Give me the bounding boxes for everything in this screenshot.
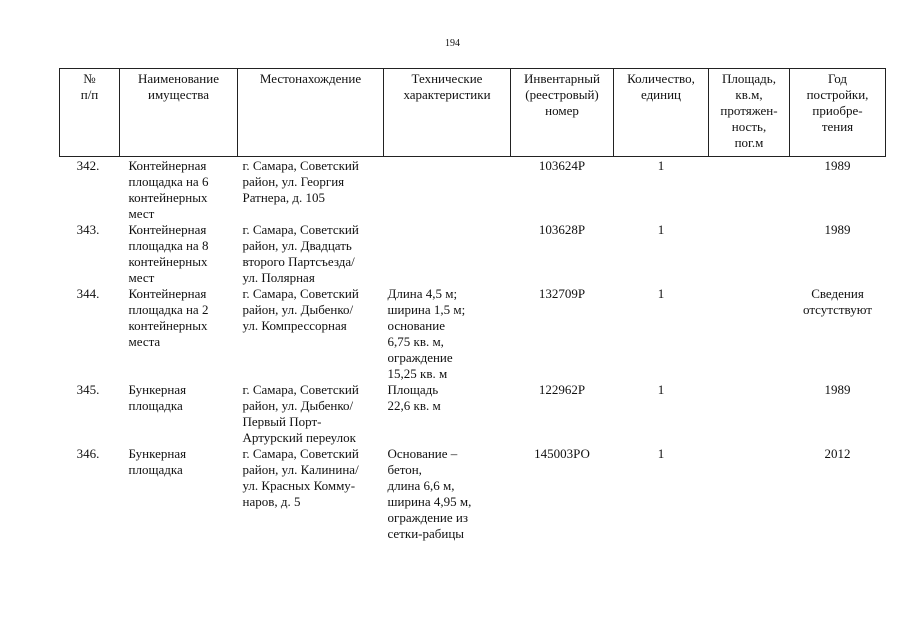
column-header-label: Местонахождение <box>259 71 362 86</box>
cell-quantity <box>614 157 709 223</box>
cell-num <box>60 446 120 542</box>
cell-location <box>238 157 384 223</box>
cell-name-text: Бункерная площадка <box>128 382 187 413</box>
cell-inventory <box>511 222 614 286</box>
cell-quantity-text: 1 <box>657 382 665 397</box>
cell-quantity <box>614 382 709 446</box>
cell-tech <box>384 446 511 542</box>
cell-num-text: 342. <box>76 158 100 173</box>
cell-quantity-text: 1 <box>657 222 665 237</box>
cell-quantity <box>614 286 709 382</box>
cell-num-text: 344. <box>76 286 100 301</box>
column-header-year <box>790 69 886 157</box>
cell-tech <box>384 157 511 223</box>
cell-year-text: 2012 <box>824 446 851 461</box>
cell-name-text: Контейнерная площадка на 2 контейнерных места <box>128 286 209 349</box>
column-header-label: Год постройки, приобре- тения <box>806 71 869 134</box>
cell-tech-text: Основание – бетон, длина 6,6 м, ширина 4,95 м, ограждение из сетки-рабицы <box>387 446 472 541</box>
cell-area <box>709 157 790 223</box>
cell-inventory <box>511 157 614 223</box>
cell-quantity <box>614 446 709 542</box>
cell-location-text: г. Самара, Советский район, ул. Георгия Ратнера, д. 105 <box>242 158 359 205</box>
column-header-label: Наименование имущества <box>138 71 219 102</box>
column-header-label: Количество, единиц <box>627 71 695 102</box>
table-row <box>60 446 886 542</box>
cell-area <box>709 222 790 286</box>
cell-inventory-text: 132709Р <box>538 286 586 301</box>
cell-inventory-text: 145003РО <box>534 446 590 461</box>
cell-num <box>60 286 120 382</box>
cell-quantity-text: 1 <box>657 158 665 173</box>
cell-name <box>120 446 238 542</box>
table-body <box>60 157 886 543</box>
cell-tech <box>384 286 511 382</box>
cell-name-text: Бункерная площадка <box>128 446 187 477</box>
cell-year-text: 1989 <box>824 382 851 397</box>
cell-inventory <box>511 286 614 382</box>
cell-inventory-text: 103624Р <box>538 158 586 173</box>
table-row <box>60 286 886 382</box>
column-header-label: Технические характеристики <box>403 71 491 102</box>
cell-num <box>60 382 120 446</box>
cell-year <box>790 222 886 286</box>
cell-inventory-text: 122962Р <box>538 382 586 397</box>
column-header-quantity <box>614 69 709 157</box>
cell-tech <box>384 382 511 446</box>
column-header-area <box>709 69 790 157</box>
cell-quantity-text: 1 <box>657 446 665 461</box>
property-table <box>59 68 886 542</box>
cell-tech-text: Длина 4,5 м; ширина 1,5 м; основание 6,75 кв. м, ограждение 15,25 кв. м <box>387 286 466 381</box>
cell-location-text: г. Самара, Советский район, ул. Дыбенко/ Первый Порт- Артурский переулок <box>242 382 359 445</box>
column-header-inventory <box>511 69 614 157</box>
cell-inventory <box>511 382 614 446</box>
cell-name-text: Контейнерная площадка на 6 контейнерных мест <box>128 158 209 221</box>
column-header-tech <box>384 69 511 157</box>
column-header-label: Инвентарный (реестровый) номер <box>524 71 600 118</box>
cell-name <box>120 157 238 223</box>
cell-inventory-text: 103628Р <box>538 222 586 237</box>
column-header-label: Площадь, кв.м, протяжен- ность, пог.м <box>720 71 778 150</box>
cell-num-text: 346. <box>76 446 100 461</box>
cell-tech <box>384 222 511 286</box>
table-row <box>60 382 886 446</box>
cell-location <box>238 446 384 542</box>
cell-name <box>120 382 238 446</box>
column-header-name <box>120 69 238 157</box>
cell-location-text: г. Самара, Советский район, ул. Дыбенко/ ул. Компрессорная <box>242 286 359 333</box>
cell-year-text: Сведения отсутствуют <box>803 286 872 317</box>
table-row <box>60 157 886 223</box>
cell-year <box>790 157 886 223</box>
cell-quantity <box>614 222 709 286</box>
cell-num <box>60 222 120 286</box>
cell-location-text: г. Самара, Советский район, ул. Калинина/ ул. Красных Комму- наров, д. 5 <box>242 446 359 509</box>
cell-area <box>709 446 790 542</box>
cell-inventory <box>511 446 614 542</box>
cell-area <box>709 382 790 446</box>
cell-year <box>790 446 886 542</box>
column-header-num <box>60 69 120 157</box>
page-number: 194 <box>445 38 460 49</box>
cell-location <box>238 222 384 286</box>
column-header-location <box>238 69 384 157</box>
cell-num <box>60 157 120 223</box>
column-header-label: № п/п <box>80 71 99 102</box>
cell-location-text: г. Самара, Советский район, ул. Двадцать второго Партсъезда/ ул. Полярная <box>242 222 359 285</box>
cell-location <box>238 286 384 382</box>
cell-area <box>709 286 790 382</box>
cell-name <box>120 222 238 286</box>
cell-num-text: 345. <box>76 382 100 397</box>
cell-num-text: 343. <box>76 222 100 237</box>
table-row <box>60 222 886 286</box>
cell-year <box>790 382 886 446</box>
cell-name-text: Контейнерная площадка на 8 контейнерных мест <box>128 222 209 285</box>
cell-location <box>238 382 384 446</box>
cell-year-text: 1989 <box>824 222 851 237</box>
cell-year <box>790 286 886 382</box>
cell-tech-text: Площадь 22,6 кв. м <box>387 382 441 413</box>
cell-quantity-text: 1 <box>657 286 665 301</box>
cell-name <box>120 286 238 382</box>
cell-year-text: 1989 <box>824 158 851 173</box>
table-header-row <box>60 69 886 157</box>
